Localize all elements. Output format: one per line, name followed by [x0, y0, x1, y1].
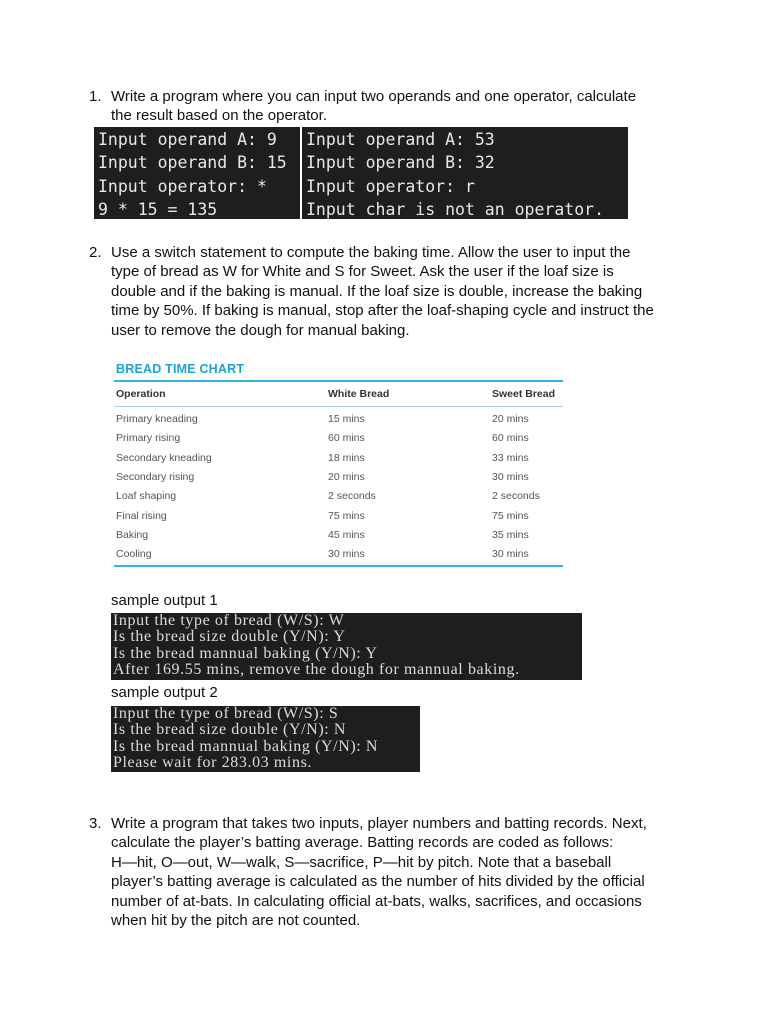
text-line: time by 50%. If baking is manual, stop after the loaf-shaping cycle and instruct the — [111, 302, 654, 320]
text-line: player’s batting average is calculated as the number of hits divided by the official — [111, 873, 645, 891]
chart-cell-sweet: 33 mins — [492, 451, 529, 464]
question-3-number: 3. — [89, 815, 102, 832]
text-line: calculate the player’s batting average. Batting records are coded as follows: — [111, 834, 614, 852]
question-3-text — [111, 814, 701, 930]
chart-cell-white: 30 mins — [328, 548, 365, 561]
chart-cell-sweet: 60 mins — [492, 432, 529, 445]
chart-cell-sweet: 2 seconds — [492, 490, 540, 503]
chart-cell-sweet: 30 mins — [492, 470, 529, 483]
terminal-line: Please wait for 283.03 mins. — [113, 754, 312, 772]
chart-cell-white: 2 seconds — [328, 490, 376, 503]
terminal-line: Input operand A: 53 — [306, 130, 495, 149]
terminal-output-left — [94, 127, 300, 219]
terminal-line: Is the bread size double (Y/N): N — [113, 721, 347, 739]
terminal-line: Is the bread size double (Y/N): Y — [113, 628, 346, 646]
chart-cell-operation: Final rising — [116, 509, 167, 522]
chart-top-rule — [114, 380, 563, 382]
chart-cell-operation: Secondary kneading — [116, 451, 212, 464]
bread-chart-title: BREAD TIME CHART — [116, 362, 245, 376]
chart-cell-sweet: 30 mins — [492, 548, 529, 561]
chart-cell-white: 75 mins — [328, 509, 365, 522]
chart-header-rule — [114, 406, 563, 407]
terminal-output-right — [302, 127, 628, 219]
chart-cell-white: 20 mins — [328, 470, 365, 483]
question-2-text — [111, 243, 701, 340]
chart-header-sweet: Sweet Bread — [492, 388, 556, 400]
chart-cell-operation: Cooling — [116, 548, 152, 561]
sample-output-2-terminal — [111, 706, 420, 772]
terminal-line: Input operand B: 32 — [306, 153, 495, 173]
question-1-number: 1. — [89, 88, 102, 105]
chart-header-operation: Operation — [116, 388, 166, 400]
chart-cell-operation: Loaf shaping — [116, 490, 177, 503]
chart-cell-operation: Primary kneading — [116, 413, 198, 425]
text-line: user to remove the dough for manual baking. — [111, 321, 410, 339]
terminal-line: Input the type of bread (W/S): S — [113, 705, 339, 722]
terminal-line: Input operator: * — [98, 176, 267, 196]
text-line: the result based on the operator. — [111, 107, 327, 125]
terminal-line: After 169.55 mins, remove the dough for mannual baking. — [113, 661, 520, 679]
question-1-text — [111, 87, 701, 126]
terminal-line: Is the bread mannual baking (Y/N): Y — [113, 644, 378, 662]
sample-output-1-label: sample output 1 — [111, 592, 218, 609]
terminal-line: Input the type of bread (W/S): W — [113, 612, 345, 629]
text-line: H—hit, O—out, W—walk, S—sacrifice, P—hit by pitch. Note that a baseball — [111, 853, 612, 871]
terminal-line: Input operand A: 9 — [98, 130, 277, 149]
text-line: Write a program that takes two inputs, player numbers and batting records. Next, — [111, 815, 647, 832]
text-line: when hit by the pitch are not counted. — [111, 912, 361, 930]
chart-header-white: White Bread — [328, 388, 390, 400]
chart-cell-operation: Primary rising — [116, 432, 181, 445]
terminal-line: Input char is not an operator. — [306, 200, 605, 220]
sample-output-2-label: sample output 2 — [111, 684, 218, 701]
chart-cell-white: 18 mins — [328, 451, 365, 464]
text-line: Use a switch statement to compute the baking time. Allow the user to input the — [111, 244, 631, 261]
chart-cell-sweet: 75 mins — [492, 509, 529, 522]
chart-bottom-rule — [114, 565, 563, 567]
terminal-line: Is the bread mannual baking (Y/N): N — [113, 737, 379, 755]
question-2-number: 2. — [89, 244, 102, 261]
terminal-line: Input operator: r — [306, 176, 475, 196]
chart-cell-white: 60 mins — [328, 432, 365, 445]
chart-cell-operation: Secondary rising — [116, 470, 195, 483]
text-line: type of bread as W for White and S for Sweet. Ask the user if the loaf size is — [111, 263, 614, 281]
terminal-line: Input operand B: 15 — [98, 153, 287, 173]
chart-cell-sweet: 20 mins — [492, 413, 529, 425]
terminal-line: 9 * 15 = 135 — [98, 200, 218, 220]
chart-cell-sweet: 35 mins — [492, 528, 529, 541]
sample-output-1-terminal — [111, 613, 582, 680]
text-line: double and if the baking is manual. If the loaf size is double, increase the baking — [111, 282, 643, 300]
chart-cell-white: 15 mins — [328, 413, 365, 425]
chart-cell-white: 45 mins — [328, 528, 365, 541]
text-line: Write a program where you can input two operands and one operator, calculate — [111, 88, 637, 105]
text-line: number of at-bats. In calculating official at-bats, walks, sacrifices, and occasions — [111, 892, 642, 910]
chart-cell-operation: Baking — [116, 528, 149, 541]
